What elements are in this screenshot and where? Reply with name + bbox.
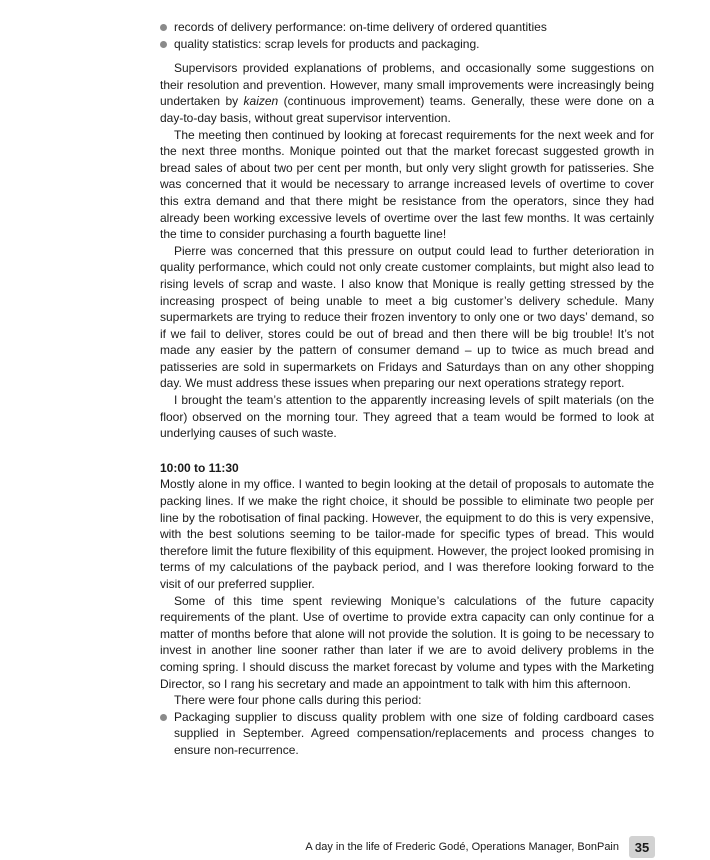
paragraph-office: Mostly alone in my office. I wanted to begin looking at the detail of proposals to automate the packing lines. If we make the right choice, it should be possible to eliminate two people per line by the robotisation of final packing. However, the equipment to do this is very expensive, with the best solutions seeming to be tailor-made for specific types of bread. This would therefore limit the future flexibility of this equipment. However, the project looked promising in terms of my calculations of the payback period, and I was therefore looking forward to the visit of our preferred supplier. [160, 477, 654, 591]
paragraph-phone-calls: There were four phone calls during this period: [174, 693, 422, 708]
bullet-dot-icon [160, 714, 167, 721]
page-number: 35 [629, 836, 655, 858]
top-bullet-list [160, 19, 654, 52]
paragraph-quality-concern: Pierre was concerned that this pressure on output could lead to further deterioration in quality performance, which could not only create customer complaints, but might also lead to rising levels of scrap and waste. I also know that Monique is really getting stressed by the increasing prospect of being unable to meet a big customer’s delivery schedule. Many supermarkets are trying to reduce their frozen inventory to only one or two days’ demand, so if we fail to deliver, stores could be out of bread and then there will be big trouble! It’s not made any easier by the pattern of consumer demand – up to twice as much bread and patisseries are sold in supermarkets on Fridays and Saturdays than on any other shopping day. We must address these issues when preparing our next operations strategy report. [160, 243, 654, 391]
paragraph-spilt-materials: I brought the team’s attention to the apparently increasing levels of spilt materials (on the floor) observed on the morning tour. They agreed that a team would be formed to look at underlying causes of such waste. [160, 393, 654, 441]
page-footer [300, 836, 655, 858]
paragraph-text: Supervisors provided explanations of problems, and occasionally some suggestions on their resolution and prevention. However, many small improvements were increasingly being undertaken by [160, 61, 654, 109]
bullet-text: records of delivery performance: on-time delivery of ordered quantities [174, 20, 547, 34]
paragraph-forecast: The meeting then continued by looking at forecast requirements for the next week and for the next three months. Monique pointed out that the market forecast suggested growth in bread sales of about two per cent per month, but only very slight growth for patisseries. She was concerned that it would be necessary to arrange increased levels of overtime to cover this extra demand and that there might be resistance from the operators, since they had already been working excessive levels of overtime over the last few months. It was certainly the time to consider purchasing a fourth baguette line! [160, 127, 654, 242]
paragraph-capacity: Some of this time spent reviewing Monique’s calculations of the future capacity requirements of the plant. Use of overtime to provide extra capacity can only continue for a matter of months before that alone will not provide the solution. It is going to be necessary to invest in another line sooner rather than later if we are to avoid delivery problems in the coming spring. I should discuss the market forecast by volume and types with the Marketing Director, so I rang his secretary and made an appointment to talk with him this afternoon. [160, 593, 654, 691]
list-item [160, 36, 654, 53]
text-column [160, 19, 654, 759]
bottom-bullet-list [160, 709, 654, 759]
paragraph-text: (continuous improvement) teams. Generally, these were done on a day-to-day basis, without great supervisor intervention. [160, 94, 655, 125]
emphasis-kaizen: kaizen [243, 94, 279, 109]
bullet-text: Packaging supplier to discuss quality problem with one size of folding cardboard cases supplied in September. Agreed compensation/replacements and process changes to ensure non-recurrence. [174, 709, 654, 757]
bullet-text: quality statistics: scrap levels for products and packaging. [174, 36, 480, 51]
section-heading: 10:00 to 11:30 [160, 460, 239, 475]
paragraph-supervisors [160, 60, 654, 126]
bullet-dot-icon [160, 24, 167, 31]
list-item [160, 709, 654, 759]
bullet-dot-icon [160, 41, 167, 48]
running-title: A day in the life of Frederic Godé, Operations Manager, BonPain [305, 841, 619, 853]
list-item [160, 19, 654, 36]
